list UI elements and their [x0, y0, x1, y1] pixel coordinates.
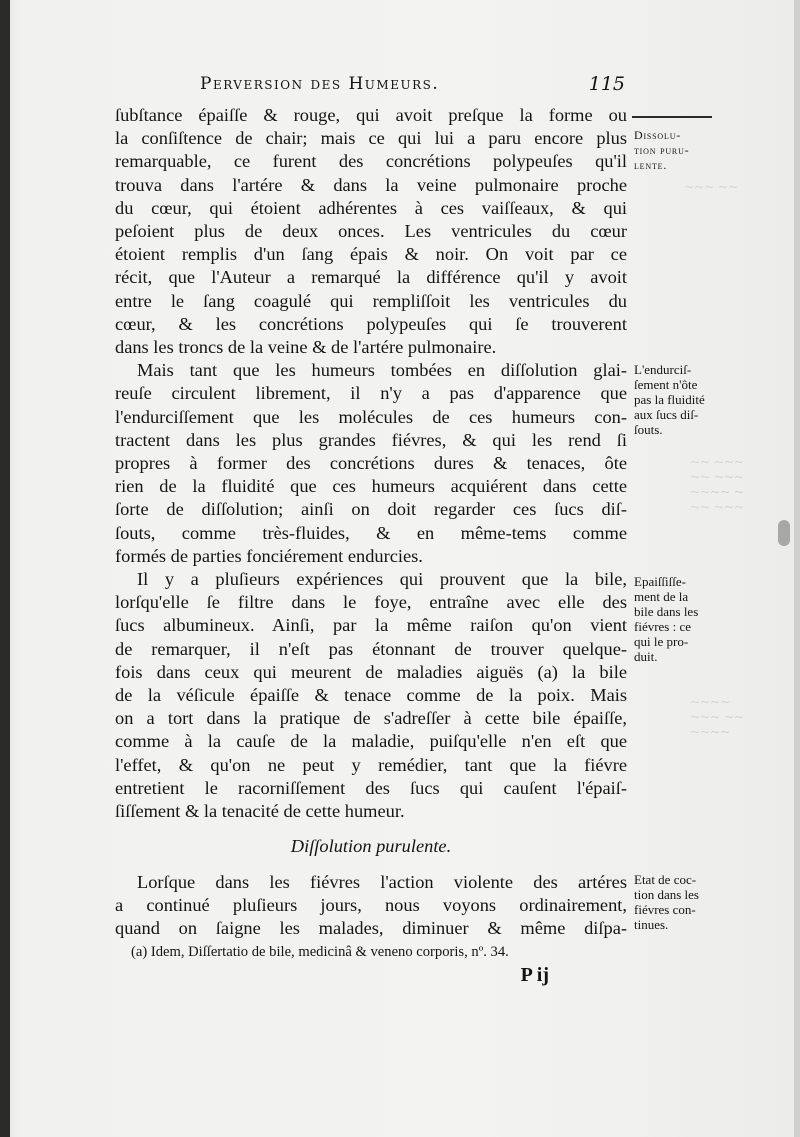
text-line: étoient remplis d'un ſang épais & noir. On voit par ce [115, 244, 627, 265]
margin-note-endurcissement [634, 362, 730, 437]
text-line: entretient le racorniſſement des ſucs qui cauſent l'épaiſ- [115, 777, 627, 798]
paragraph-3 [115, 568, 627, 823]
margin-note-coction [634, 872, 730, 932]
bleed-through: ~~~~ ~~~ ~~ ~~~~ [690, 695, 745, 739]
text-line: ſucs albumineux. Ainſi, par la même raiſon qu'on vient [115, 615, 627, 636]
text-line: de la véſicule épaiſſe & tenace comme de la poix. Mais [115, 685, 627, 706]
margin-note-line: bile dans les [634, 604, 699, 619]
section-title: Diſſolution purulente. [290, 836, 452, 857]
text-line: formés de parties fonciérement endurcies. [115, 545, 423, 566]
margin-note-line: pas la fluidité [634, 392, 705, 407]
signature-mark: P ij [520, 964, 549, 987]
text-line: récit, que l'Auteur a remarqué la différence qu'il y avoit [115, 267, 627, 288]
text-line: reuſe circulent librement, il n'y a pas d'apparence que [115, 383, 627, 404]
text-line: ſouts, comme très-fluides, & en même-tems comme [115, 522, 627, 543]
margin-note-line: L'endurciſ- [634, 362, 692, 377]
text-line: quand on ſaigne les malades, diminuer & même diſpa- [115, 917, 627, 938]
margin-note-line: tion dans les [634, 887, 699, 902]
margin-note-line: tion puru- [634, 143, 690, 157]
margin-note-line: ſement n'ôte [634, 377, 698, 392]
text-line: cœur, & les concrétions polypeuſes qui ſe trouverent [115, 313, 627, 334]
paragraph-1 [115, 104, 627, 359]
page-smudge [778, 520, 790, 546]
page-edge [794, 0, 800, 1137]
text-line: ſiſſement & la tenacité de cette humeur. [115, 801, 405, 822]
margin-note-line: fiévres con- [634, 902, 696, 917]
margin-note-line: lente. [634, 158, 668, 172]
page-number: 115 [588, 73, 625, 95]
page-binding-shadow [0, 0, 10, 1137]
text-line: peſoient plus de deux onces. Les ventricules du cœur [115, 221, 627, 242]
footnote: (a) Idem, Diſſertatio de bile, medicinâ & veneno corporis, nº. 34. [131, 944, 509, 961]
text-line: tractent dans les plus grandes fiévres, & qui les rend ſi [115, 429, 627, 450]
margin-note-line: ment de la [634, 589, 689, 604]
text-line: entre le ſang coagulé qui rempliſſoit les ventricules du [115, 290, 627, 311]
margin-note-line: ſouts. [634, 422, 663, 437]
page-header [115, 74, 625, 100]
text-line: Mais tant que les humeurs tombées en diſſolution glai- [137, 360, 627, 381]
bleed-through: ~~~ ~~ [684, 180, 739, 194]
text-line: comme à la cauſe de la maladie, puiſqu'elle n'en eſt que [115, 731, 627, 752]
text-line: rien de la fluidité que ces humeurs acquiérent dans cette [115, 476, 627, 497]
text-line: Lorſque dans les fiévres l'action violente des artéres [137, 871, 627, 892]
text-line: ſubſtance épaiſſe & rouge, qui avoit preſque la forme ou [115, 105, 627, 125]
paragraph-2 [115, 359, 627, 568]
text-line: l'endurciſſement que les molécules de ces humeurs con- [115, 406, 627, 427]
bleed-through: ~~ ~~~ ~~ ~~~ ~~~~ ~ ~~ ~~~ [690, 455, 745, 514]
body-text [115, 104, 627, 986]
margin-note-line: duit. [634, 649, 658, 664]
running-head: Perversion des Humeurs. [200, 74, 440, 94]
margin-note-line: qui le pro- [634, 634, 689, 649]
text-line: remarquable, ce furent des concrétions polypeuſes qu'il [115, 151, 627, 172]
margin-note-line: tinues. [634, 917, 669, 932]
text-line: ſorte de diſſolution; ainſi on doit regarder ces ſucs diſ- [115, 499, 627, 520]
text-line: l'effet, & qu'on ne peut y remédier, tant que la fiévre [115, 754, 627, 775]
text-line: trouva dans l'artére & dans la veine pulmonaire proche [115, 174, 627, 195]
margin-note-line: aux ſucs diſ- [634, 407, 699, 422]
text-line: de remarquer, il n'eſt pas étonnant de trouver quelque- [115, 638, 627, 659]
text-line: fois dans ceux qui meurent de maladies aiguës (a) la bile [115, 661, 627, 682]
paragraph-4 [115, 871, 627, 941]
margin-note-epaississement [634, 574, 730, 664]
header-rule [632, 116, 712, 118]
text-line: propres à former des concrétions dures & tenaces, ôte [115, 453, 627, 474]
text-line: du cœur, qui étoient adhérentes à ces vaiſſeaux, & qui [115, 197, 627, 218]
text-line: lorſqu'elle ſe filtre dans le foye, entraîne avec elle des [115, 592, 627, 613]
margin-note-line: Epaiſſiſſe- [634, 574, 686, 589]
margin-note-line: Dissolu- [634, 128, 682, 142]
text-line: dans les troncs de la veine & de l'artére pulmonaire. [115, 337, 497, 358]
text-line: on a tort dans la pratique de s'adreſſer à cette bile épaiſſe, [115, 708, 627, 729]
margin-note-line: fiévres : ce [634, 619, 692, 634]
text-line: Il y a pluſieurs expériences qui prouvent que la bile, [137, 569, 627, 590]
text-line: la conſiſtence de chair; mais ce qui lui a paru encore plus [115, 128, 627, 149]
text-line: a continué pluſieurs jours, nous voyons ordinairement, [115, 894, 627, 915]
margin-note-dissolution [634, 128, 730, 173]
margin-note-line: Etat de coc- [634, 872, 697, 887]
